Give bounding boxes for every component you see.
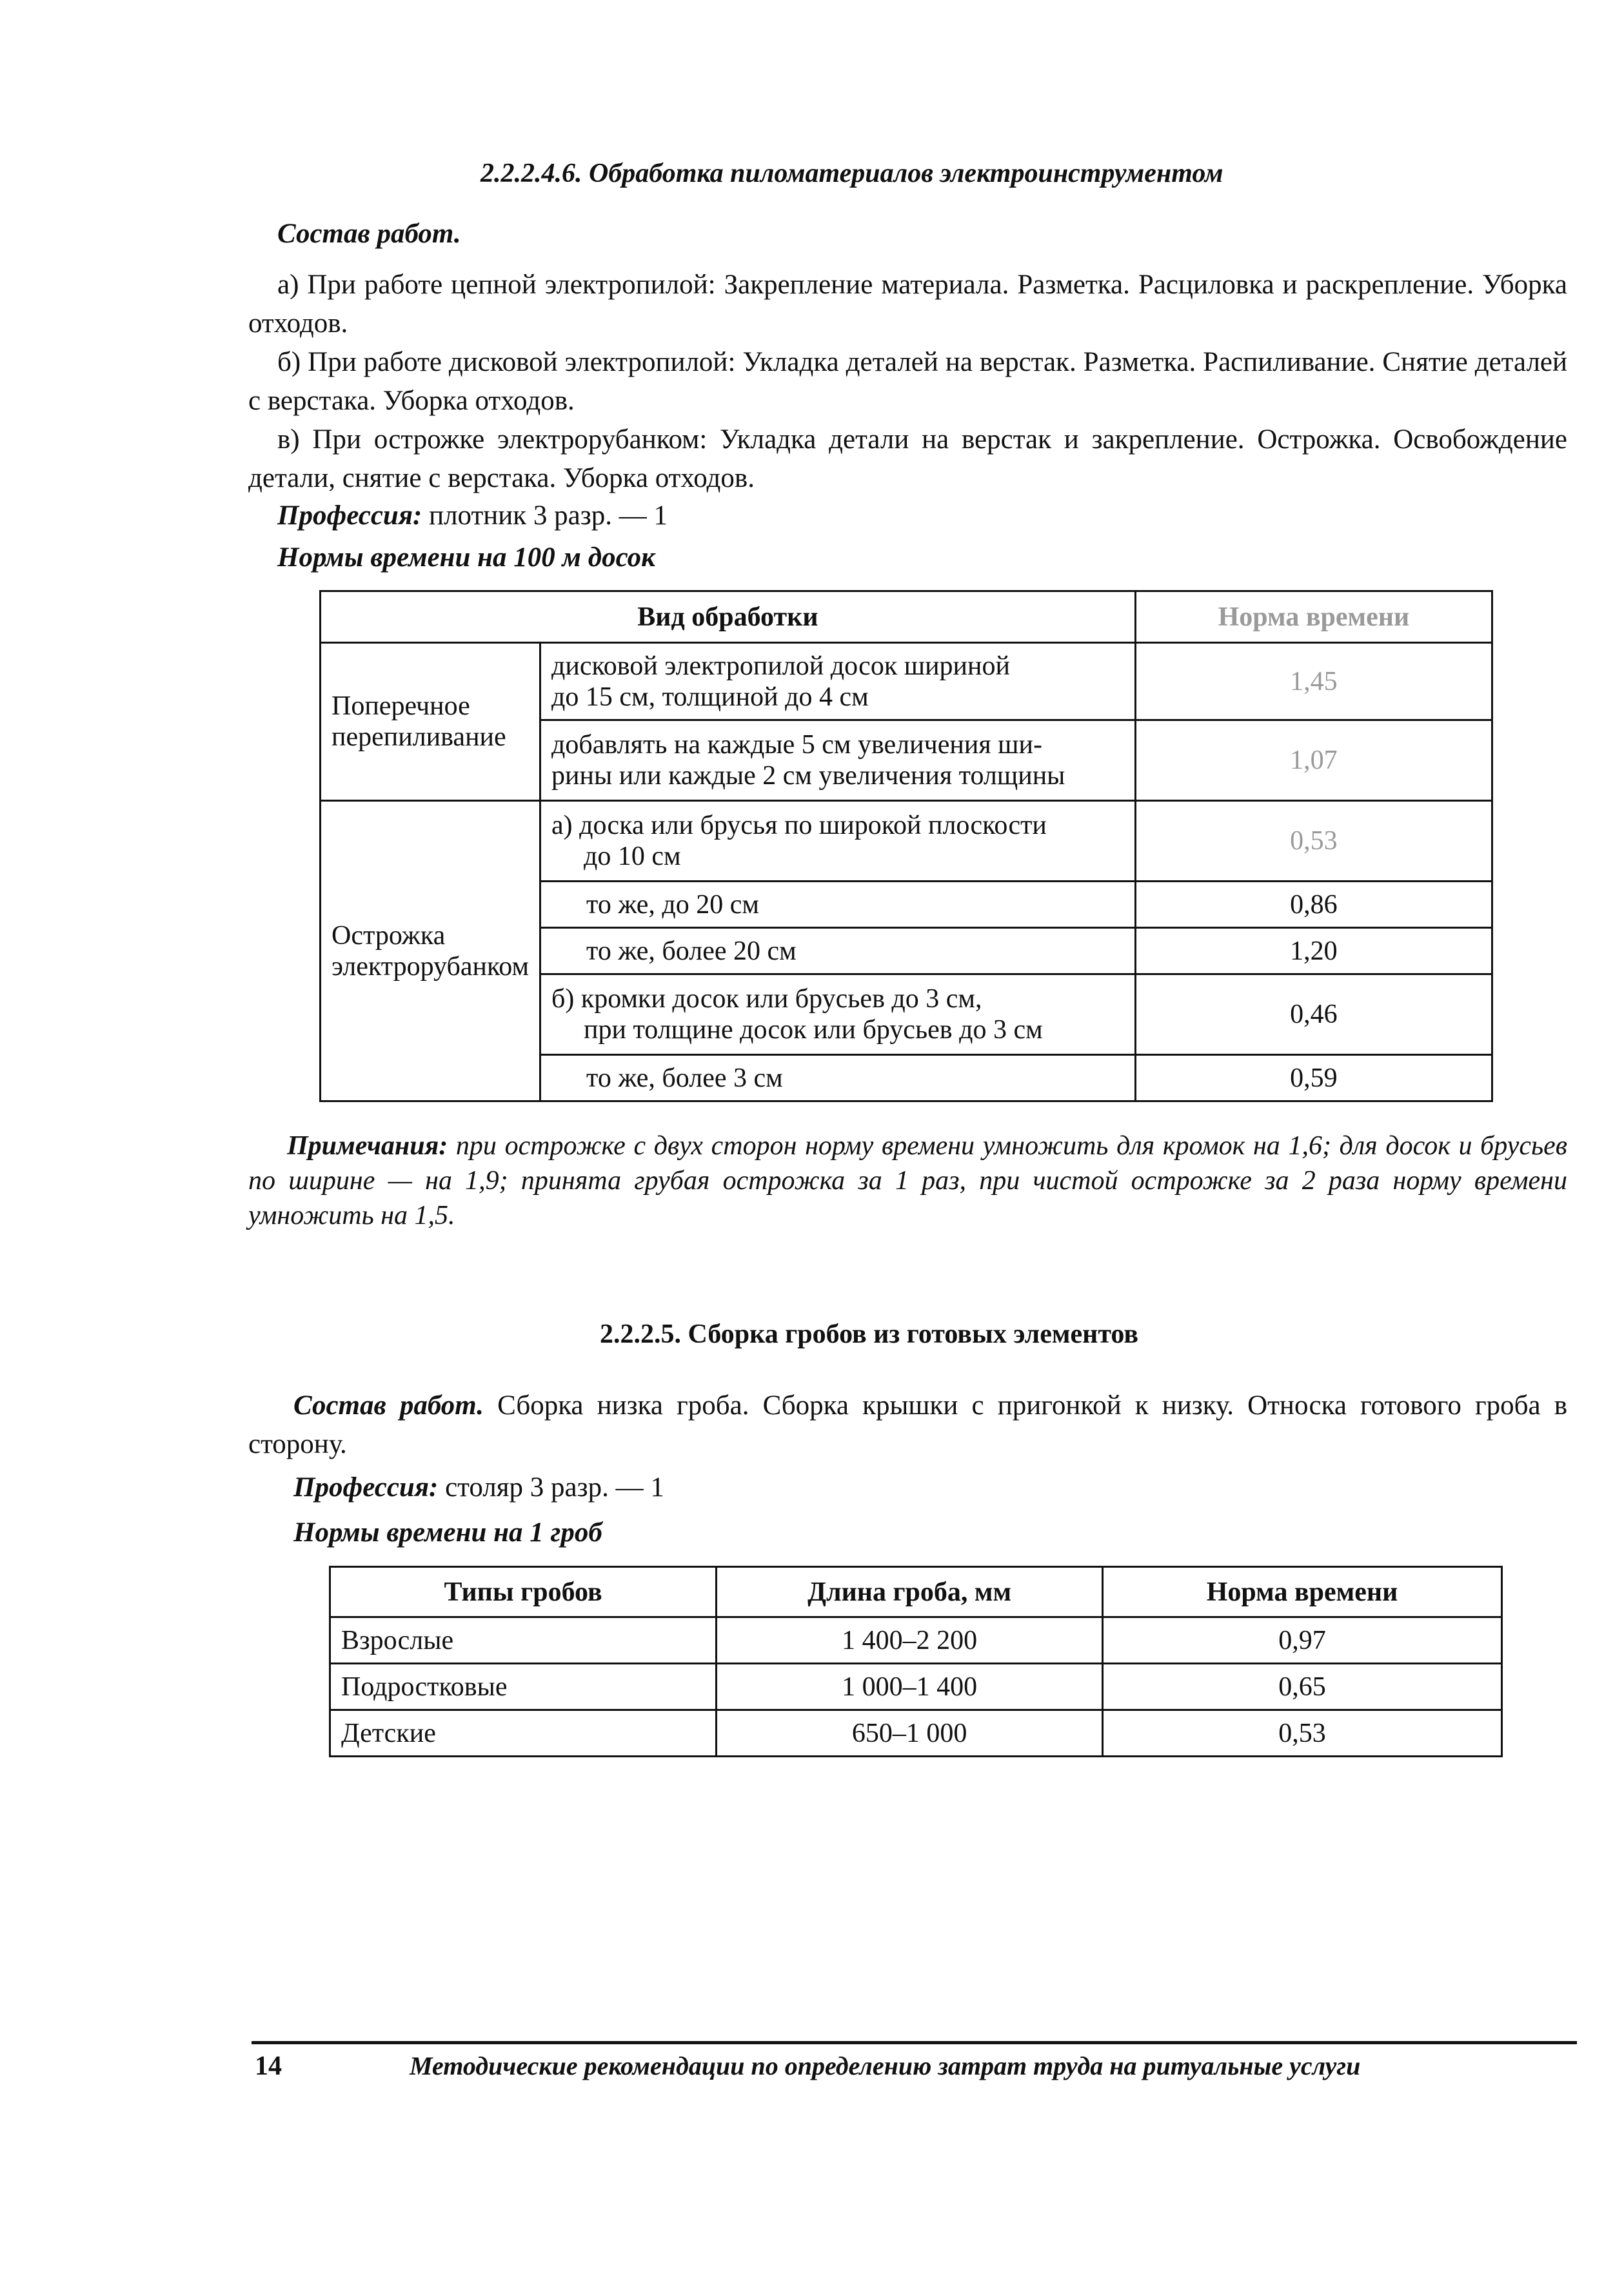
- table-header-row: [330, 1567, 1502, 1617]
- assembly-composition: [248, 1386, 1567, 1464]
- row-text-line: а) доска или брусья по широкой плоскости: [551, 811, 1047, 840]
- coffin-type-cell: Взрослые: [330, 1617, 717, 1664]
- profession-label: Профессия:: [277, 500, 422, 531]
- section-heading-assembly: 2.2.2.5. Сборка гробов из готовых элементов: [600, 1319, 1139, 1349]
- row-crosscut-add: [540, 720, 1136, 801]
- coffin-length-cell: 1 400–2 200: [717, 1617, 1103, 1664]
- notes: [248, 1129, 1567, 1233]
- processing-norms-table: [319, 590, 1493, 1102]
- value-cell: 1,20: [1135, 928, 1492, 974]
- value-cell: 1,07: [1135, 720, 1492, 801]
- header-time-norm: [1135, 591, 1492, 643]
- notes-label: Примечания:: [287, 1131, 448, 1161]
- row-planing-over-20: то же, более 20 см: [540, 928, 1136, 974]
- header-time-norm-text: Норма времени: [1218, 602, 1410, 632]
- row-text-line: при толщине досок или брусьев до 3 см: [584, 1015, 1043, 1045]
- assembly-profession-line: [293, 1472, 664, 1503]
- coffin-type-cell: Детские: [330, 1710, 717, 1757]
- assembly-composition-label: Состав работ.: [293, 1390, 484, 1421]
- table-row: [321, 801, 1492, 882]
- notes-text: при острожке с двух сторон норму времени умножить для кромок на 1,6; для досок и брусьев по ширине — на 1,9; принята грубая острожка за 1 раз, при чистой острожке за 2 раза норму времени умножить на 1,5.: [248, 1131, 1567, 1230]
- header-coffin-length: Длина гроба, мм: [717, 1567, 1103, 1617]
- header-coffin-type: Типы гробов: [330, 1567, 717, 1617]
- section-heading-processing: 2.2.2.4.6. Обработка пиломатериалов электроинструментом: [480, 159, 1223, 188]
- composition-item-b: б) При работе дисковой электропилой: Укладка деталей на верстак. Разметка. Распиливание. Снятие деталей с верстака. Уборка отходов.: [248, 347, 1567, 416]
- coffin-norm-cell: 0,65: [1103, 1664, 1502, 1710]
- group-planing: Острожка электрорубанком: [321, 801, 540, 1101]
- value-cell: 0,59: [1135, 1055, 1492, 1101]
- row-text-line: дисковой электропилой досок шириной: [551, 651, 1010, 681]
- row-planing-over-3: то же, более 3 см: [540, 1055, 1136, 1101]
- header-coffin-norm: Норма времени: [1103, 1567, 1502, 1617]
- group-crosscut: Поперечное перепиливание: [321, 643, 540, 801]
- row-text-line: добавлять на каждые 5 см увеличения ши-: [551, 730, 1042, 760]
- row-planing-edges: [540, 974, 1136, 1055]
- coffin-norm-cell: 0,97: [1103, 1617, 1502, 1664]
- table-row: [330, 1664, 1502, 1710]
- row-text-line: рины или каждые 2 см увеличения толщины: [551, 761, 1065, 791]
- assembly-composition-text: Сборка низка гроба. Сборка крышки с пригонкой к низку. Относка готового гроба в сторону.: [248, 1390, 1568, 1459]
- header-processing-type: Вид обработки: [321, 591, 1136, 643]
- value-cell: 0,46: [1135, 974, 1492, 1055]
- footer-divider: [252, 2041, 1577, 2044]
- table-row: [330, 1710, 1502, 1757]
- row-text-line: до 10 см: [584, 842, 681, 871]
- coffin-norms-table: [329, 1566, 1503, 1757]
- table-row: [321, 643, 1492, 720]
- composition-label: Состав работ.: [277, 219, 461, 249]
- profession-line: [277, 500, 668, 531]
- row-text-line: б) кромки досок или брусьев до 3 см,: [551, 984, 982, 1014]
- value-cell: 1,45: [1135, 643, 1492, 720]
- assembly-profession-label: Профессия:: [293, 1472, 439, 1503]
- coffin-length-cell: 650–1 000: [717, 1710, 1103, 1757]
- assembly-norms-title: Нормы времени на 1 гроб: [293, 1517, 602, 1548]
- row-crosscut-saw: [540, 643, 1136, 720]
- table-header-row: [321, 591, 1492, 643]
- row-planing-20: то же, до 20 см: [540, 882, 1136, 928]
- coffin-norm-cell: 0,53: [1103, 1710, 1502, 1757]
- table-row: [330, 1617, 1502, 1664]
- row-text-line: до 15 см, толщиной до 4 см: [551, 682, 869, 712]
- composition-item-c: в) При острожке электрорубанком: Укладка детали на верстак и закрепление. Острожка. Освобождение детали, снятие с верстака. Уборка отходов.: [248, 424, 1567, 493]
- coffin-type-cell: Подростковые: [330, 1664, 717, 1710]
- composition-item-a: а) При работе цепной электропилой: Закрепление материала. Разметка. Расциловка и раскрепление. Уборка отходов.: [248, 270, 1567, 339]
- value-cell: 0,53: [1135, 801, 1492, 882]
- profession-value: плотник 3 разр. — 1: [429, 500, 668, 531]
- row-planing-wide: [540, 801, 1136, 882]
- value-cell: 0,86: [1135, 882, 1492, 928]
- assembly-profession-value: столяр 3 разр. — 1: [445, 1472, 664, 1503]
- page-number: 14: [255, 2051, 282, 2081]
- coffin-length-cell: 1 000–1 400: [717, 1664, 1103, 1710]
- norms-title: Нормы времени на 100 м досок: [277, 542, 655, 573]
- footer-title: Методические рекомендации по определению затрат труда на ритуальные услуги: [410, 2051, 1361, 2080]
